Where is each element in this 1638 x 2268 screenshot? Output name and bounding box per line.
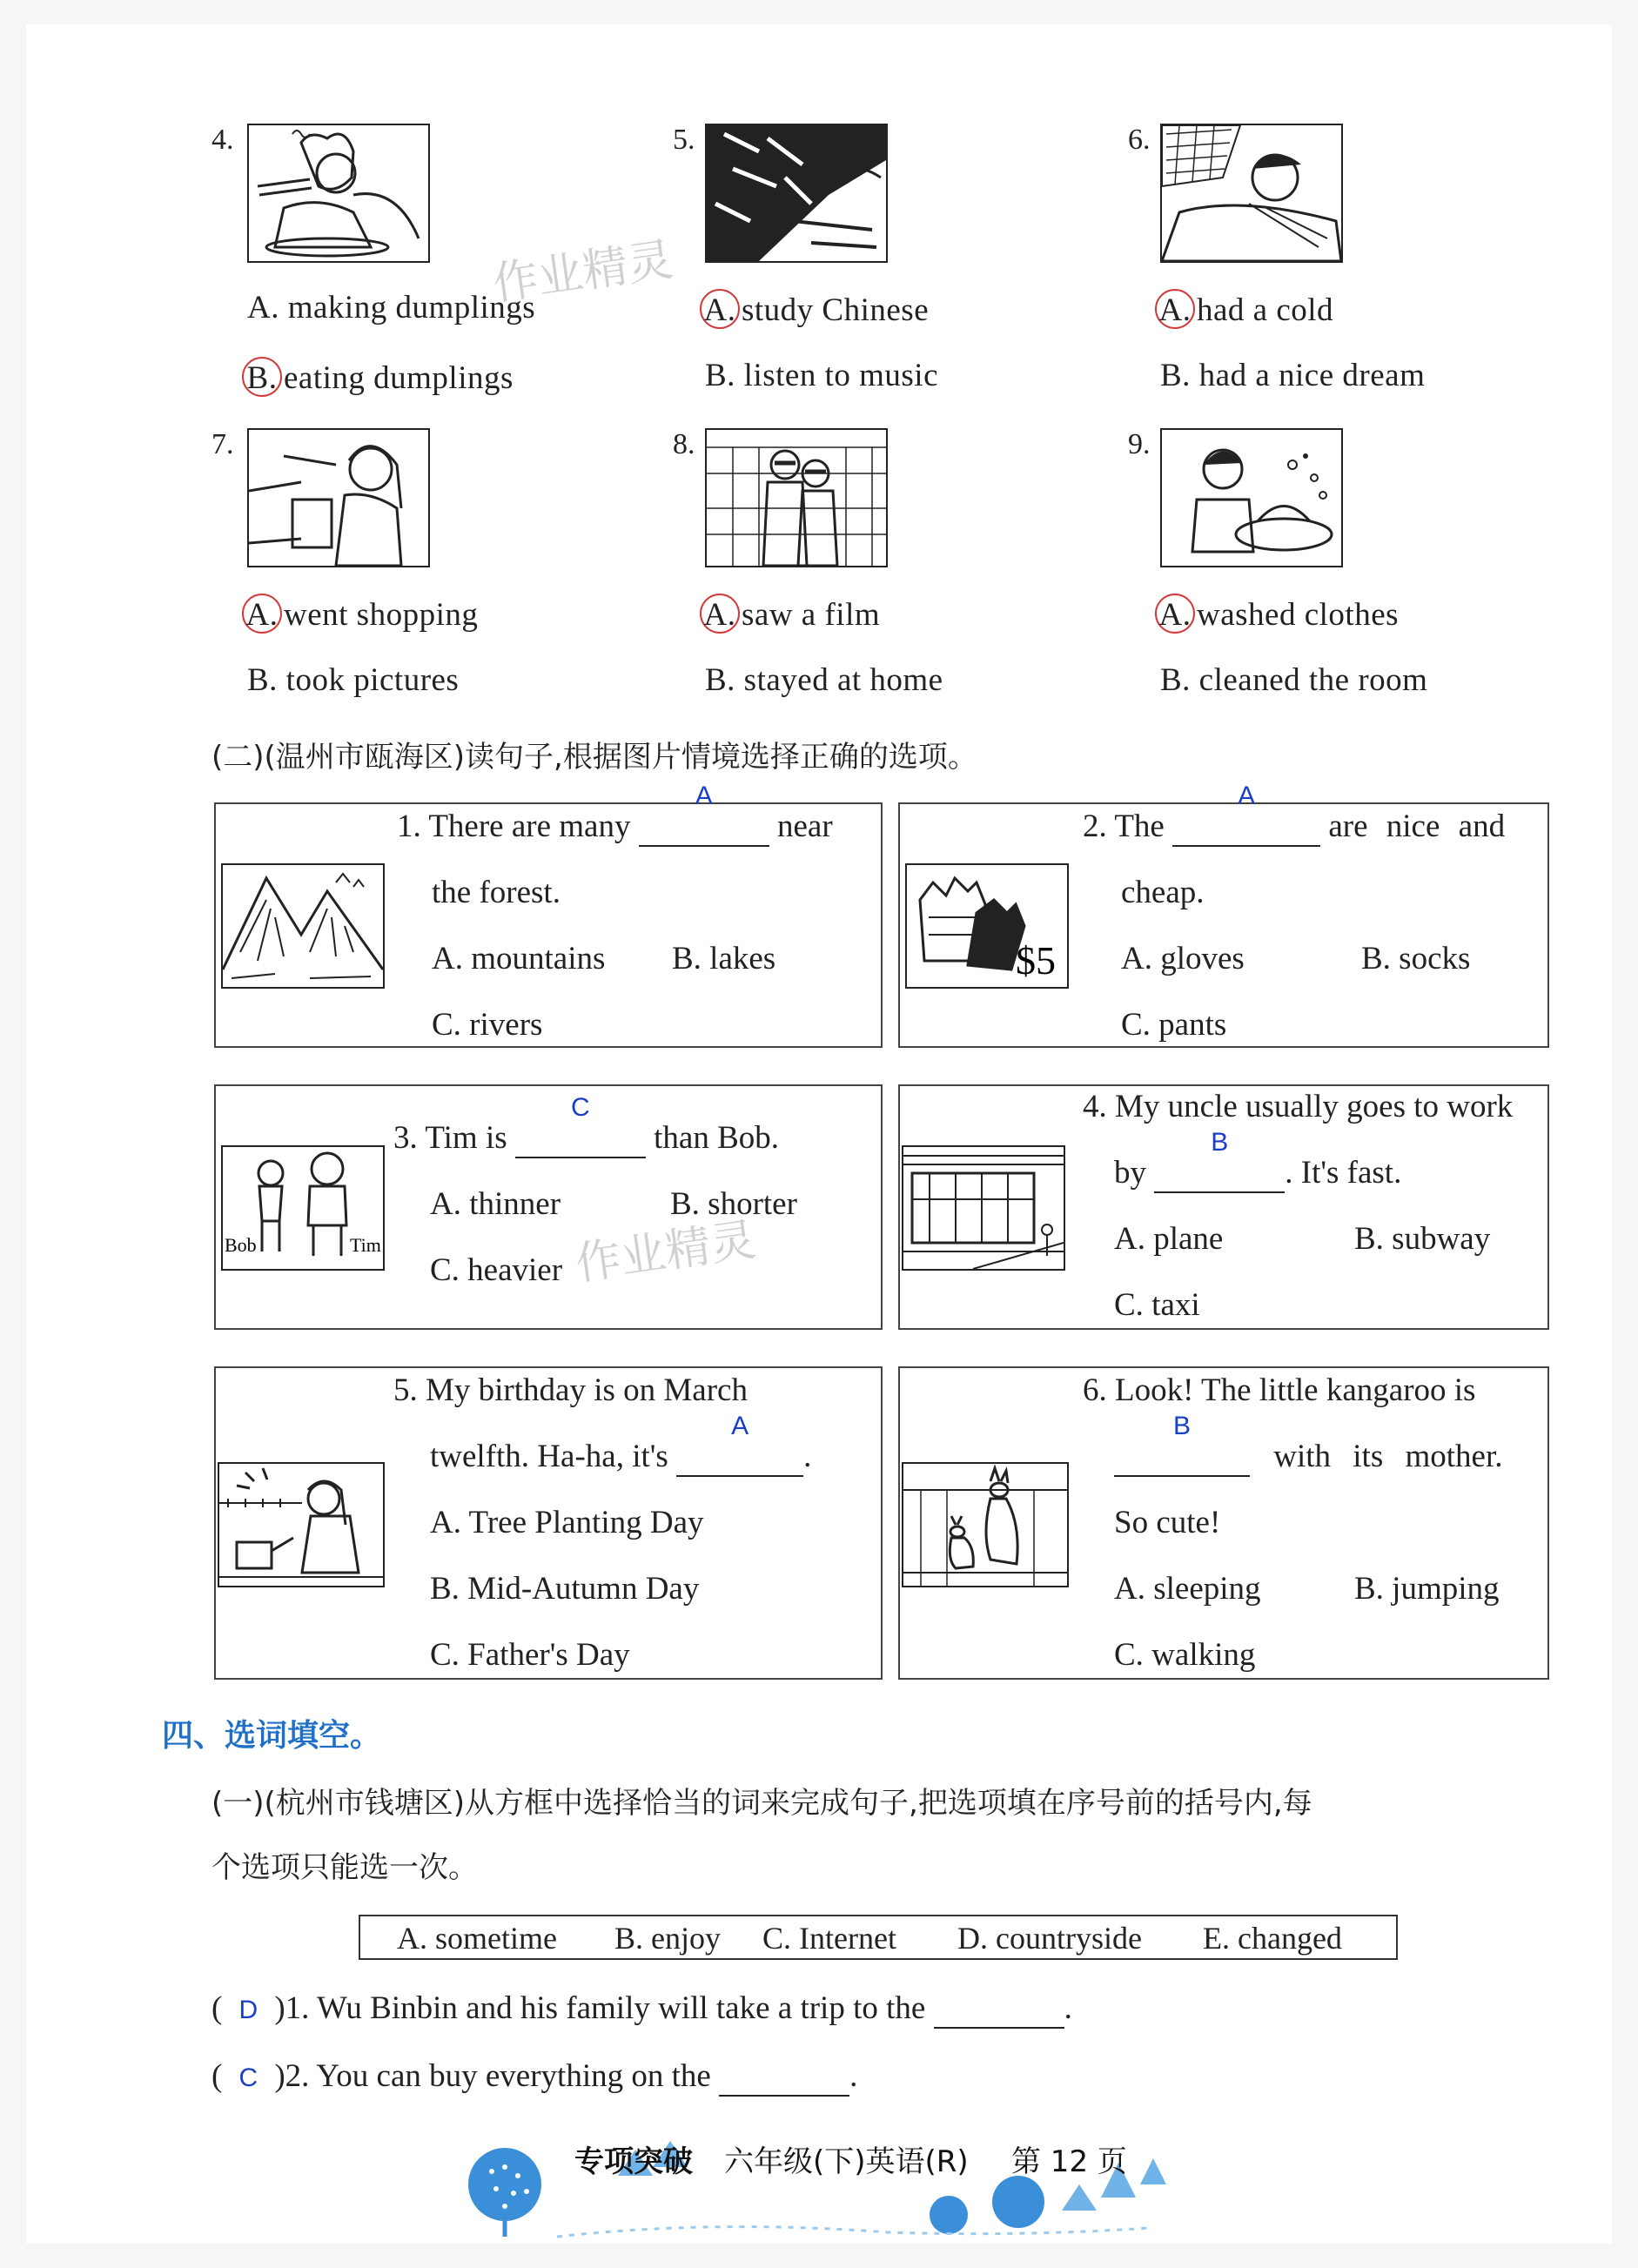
question-1-line1: 1. There are many A near [397,808,833,847]
question-number: 7. [211,428,234,460]
question-number: 9. [1128,428,1151,460]
option-b: B. jumping [1354,1571,1500,1607]
went-shopping-picture [247,428,430,567]
tim-label: Tim [350,1234,381,1256]
answer-blank [515,1093,646,1158]
answer-circle: A. [1155,289,1195,329]
answer-circle: A. [700,594,740,634]
question-6-line3: So cute! [1114,1505,1221,1540]
section-instruction: (二)(温州市瓯海区)读句子,根据图片情境选择正确的选项。 [211,740,977,775]
answer-text: D [238,1996,258,2024]
answer-text: C [238,2063,258,2092]
option-c: C. heavier [430,1252,563,1288]
option-b: B. eating dumplings [247,357,514,397]
section-instruction: (一)(杭州市钱塘区)从方框中选择恰当的词来完成句子,把选项填在序号前的括号内,每 [211,1786,1312,1821]
option-a: A. went shopping [247,594,478,634]
tree-planting-picture [218,1462,385,1587]
question-2-line1: 2. The A are nice and [1083,808,1505,847]
option-b: B. took pictures [247,662,460,698]
watermark: 作业精灵 [489,233,676,312]
had-a-cold-picture [1160,124,1343,263]
option-b: B. cleaned the room [1160,662,1428,698]
section-heading: 四、选词填空。 [162,1718,382,1754]
kangaroo-picture [902,1462,1069,1587]
bob-label: Bob [225,1234,257,1256]
answer-text: B [1172,1412,1191,1440]
word-option-c: C. Internet [762,1921,896,1956]
answer-blank [719,2057,849,2097]
option-b: B. shorter [670,1186,797,1222]
question-number: 4. [211,124,234,156]
price-label: $5 [1016,938,1056,983]
question-number: 8. [673,428,695,460]
question-5-line1: 5. My birthday is on March [393,1372,748,1408]
subway-picture [902,1145,1065,1271]
gloves-picture [905,863,1069,989]
option-c: C. pants [1121,1007,1227,1043]
answer-blank [934,1990,1064,2029]
answer-text: A [695,782,713,810]
option-a: A. Tree Planting Day [430,1505,704,1540]
option-a: A. plane [1114,1221,1224,1257]
footer-grade: 六年级(下)英语(R) [724,2144,969,2179]
option-a: A. thinner [430,1186,561,1222]
answer-blank [1172,782,1320,847]
answer-text: B [1211,1128,1229,1157]
answer-text: A [731,1412,749,1440]
question-2-line2: cheap. [1121,875,1205,910]
word-option-b: B. enjoy [614,1921,721,1956]
option-b: B. socks [1361,941,1471,976]
option-b: B. Mid-Autumn Day [430,1571,700,1607]
word-option-a: A. sometime [397,1921,557,1956]
option-a: A. making dumplings [247,290,536,325]
answer-blank [676,1412,803,1477]
question-3-line1: 3. Tim is C than Bob. [393,1119,779,1158]
answer-circle: B. [242,357,282,397]
question-6-line2: B with its mother. [1114,1438,1503,1477]
fill-item-2: ( C )2. You can buy everything on the . [211,2057,857,2097]
answer-circle: A. [1155,594,1195,634]
option-c: C. walking [1114,1637,1256,1673]
option-a: A. had a cold [1160,289,1333,329]
dumplings-eating-picture [247,124,430,263]
answer-blank [1114,1412,1250,1477]
study-chinese-picture [705,124,888,263]
answer-circle: A. [700,289,740,329]
option-b: B. lakes [672,941,776,976]
option-a: A. washed clothes [1160,594,1399,634]
option-c: C. rivers [432,1007,543,1043]
washed-clothes-picture [1160,428,1343,567]
mountains-picture [221,863,385,989]
option-c: C. Father's Day [430,1637,630,1673]
answer-circle: A. [242,594,282,634]
option-b: B. stayed at home [705,662,943,698]
word-option-d: D. countryside [957,1921,1142,1956]
question-number: 6. [1128,124,1151,156]
question-4-line2: by B . It's fast. [1114,1154,1401,1193]
question-1-line2: the forest. [432,875,561,910]
answer-text: C [571,1093,590,1122]
option-a: A. saw a film [705,594,880,634]
footer-decoration [453,2115,1236,2245]
option-a: A. study Chinese [705,289,929,329]
bob-and-tim-picture [221,1145,385,1271]
question-number: 5. [673,124,695,156]
footer-page-number: 第 12 页 [1011,2144,1127,2179]
fill-item-1: ( D )1. Wu Binbin and his family will take a trip to the . [211,1990,1072,2029]
section-instruction-cont: 个选项只能选一次。 [211,1850,478,1885]
answer-text: A [1238,782,1256,810]
question-4-line1: 4. My uncle usually goes to work [1083,1089,1514,1124]
answer-blank [639,782,769,847]
footer-title: 专项突破 [574,2144,693,2179]
watermark: 作业精灵 [572,1213,759,1292]
option-b: B. listen to music [705,358,938,393]
option-a: A. gloves [1121,941,1245,976]
option-b: B. had a nice dream [1160,358,1426,393]
option-c: C. taxi [1114,1287,1200,1323]
question-6-line1: 6. Look! The little kangaroo is [1083,1372,1476,1408]
option-a: A. sleeping [1114,1571,1261,1607]
answer-blank [1154,1128,1285,1193]
saw-a-film-picture [705,428,888,567]
word-option-e: E. changed [1203,1921,1342,1956]
question-5-line2: twelfth. Ha-ha, it's A . [430,1438,811,1477]
option-b: B. subway [1354,1221,1491,1257]
option-a: A. mountains [432,941,606,976]
